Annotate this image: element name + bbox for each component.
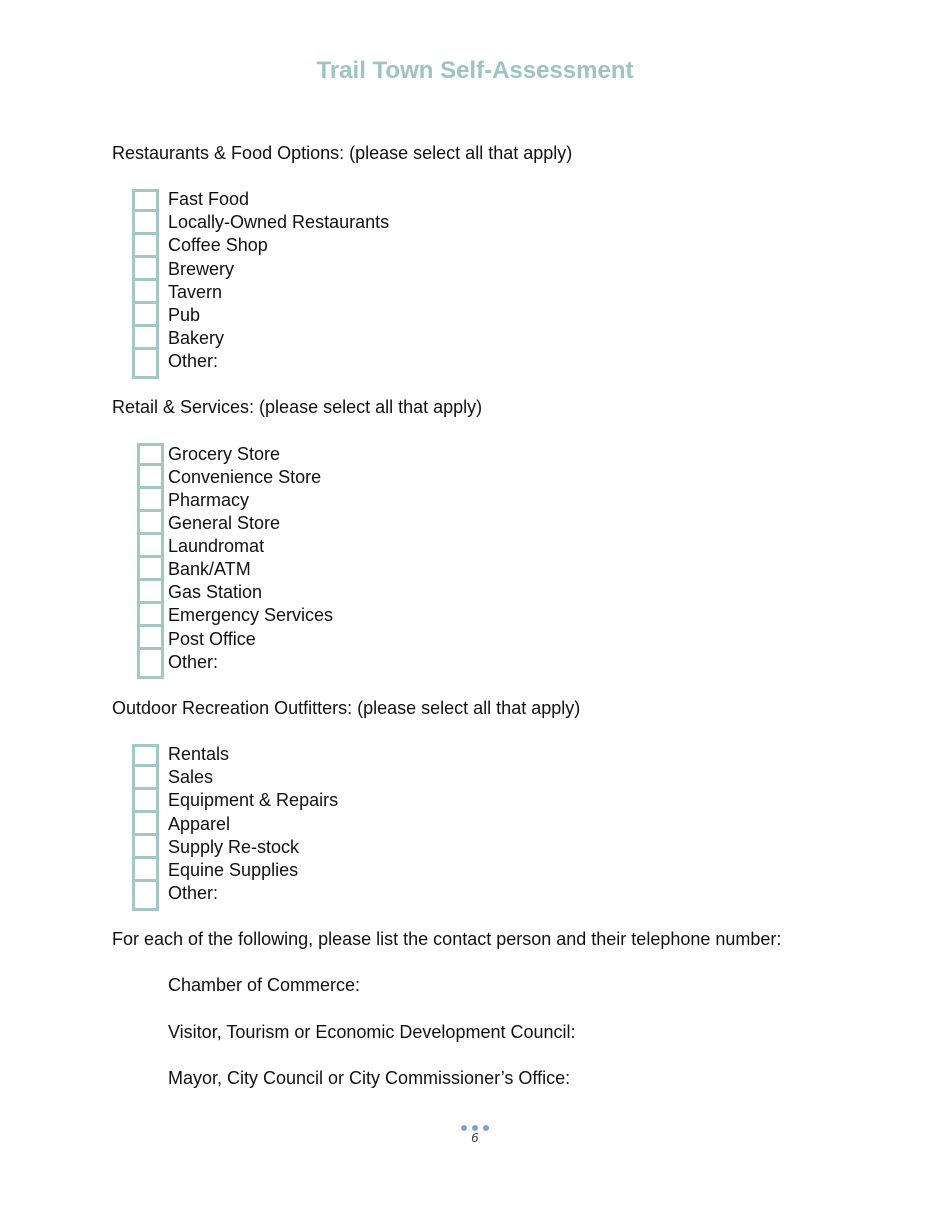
checkbox-other-retail[interactable] <box>140 653 161 673</box>
option-label: Tavern <box>168 282 223 302</box>
question-outfitters: Outdoor Recreation Outfitters: (please select all that apply) <box>112 698 581 718</box>
page-number: 6 <box>471 1131 479 1145</box>
option-label: Post Office <box>168 629 256 649</box>
option-label: Other: <box>168 351 219 371</box>
checkbox-convenience-store[interactable] <box>140 469 161 489</box>
option-label: Coffee Shop <box>168 235 268 255</box>
option-label: Brewery <box>168 259 235 279</box>
option-label: Other: <box>168 652 219 672</box>
option-label: Fast Food <box>168 189 250 209</box>
checkbox-post-office[interactable] <box>140 630 161 650</box>
checkbox-other-outfitters[interactable] <box>135 885 156 905</box>
option-label: Equipment & Repairs <box>168 790 339 810</box>
checkbox-bakery[interactable] <box>135 330 156 350</box>
option-label: Equine Supplies <box>168 860 299 880</box>
option-label: Supply Re-stock <box>168 837 300 857</box>
checkbox-locally-owned-restaurants[interactable] <box>135 215 156 235</box>
checkbox-apparel[interactable] <box>135 816 156 836</box>
contact-tourism-council: Visitor, Tourism or Economic Development Council: <box>168 1022 576 1042</box>
option-label: Apparel <box>168 814 231 834</box>
checkbox-laundromat[interactable] <box>140 538 161 558</box>
contact-mayor-office: Mayor, City Council or City Commissioner’s Office: <box>168 1068 571 1088</box>
checkbox-general-store[interactable] <box>140 515 161 535</box>
option-label: Grocery Store <box>168 444 281 464</box>
checkbox-pub[interactable] <box>135 307 156 327</box>
option-label: Other: <box>168 883 219 903</box>
option-label: Pub <box>168 305 201 325</box>
checkbox-gas-station[interactable] <box>140 584 161 604</box>
checkbox-column-outfitters <box>132 744 159 911</box>
option-label: Rentals <box>168 744 230 764</box>
option-label: Locally-Owned Restaurants <box>168 212 390 232</box>
option-label: Sales <box>168 767 214 787</box>
checkbox-column-restaurants <box>132 189 159 379</box>
option-label: Bakery <box>168 328 225 348</box>
checkbox-emergency-services[interactable] <box>140 607 161 627</box>
option-label: General Store <box>168 513 281 533</box>
checkbox-coffee-shop[interactable] <box>135 238 156 258</box>
checkbox-supply-restock[interactable] <box>135 839 156 859</box>
checkbox-grocery-store[interactable] <box>140 446 161 466</box>
checkbox-fast-food[interactable] <box>135 192 156 212</box>
checkbox-column-retail <box>137 443 164 679</box>
checkbox-bank-atm[interactable] <box>140 561 161 581</box>
page-title: Trail Town Self-Assessment <box>316 57 634 84</box>
checkbox-equipment-repairs[interactable] <box>135 793 156 813</box>
option-label: Laundromat <box>168 536 265 556</box>
checkbox-brewery[interactable] <box>135 261 156 281</box>
option-label: Convenience Store <box>168 467 322 487</box>
option-label: Pharmacy <box>168 490 250 510</box>
contacts-prompt: For each of the following, please list the contact person and their telephone number: <box>112 929 782 949</box>
checkbox-sales[interactable] <box>135 770 156 790</box>
option-label: Gas Station <box>168 582 263 602</box>
option-label: Emergency Services <box>168 605 334 625</box>
option-label: Bank/ATM <box>168 559 251 579</box>
question-retail-services: Retail & Services: (please select all that apply) <box>112 397 483 417</box>
checkbox-pharmacy[interactable] <box>140 492 161 512</box>
question-restaurants: Restaurants & Food Options: (please select all that apply) <box>112 143 573 163</box>
checkbox-equine-supplies[interactable] <box>135 862 156 882</box>
checkbox-tavern[interactable] <box>135 284 156 304</box>
checkbox-rentals[interactable] <box>135 747 156 767</box>
contact-chamber-of-commerce: Chamber of Commerce: <box>168 975 361 995</box>
checkbox-other-restaurants[interactable] <box>135 353 156 373</box>
